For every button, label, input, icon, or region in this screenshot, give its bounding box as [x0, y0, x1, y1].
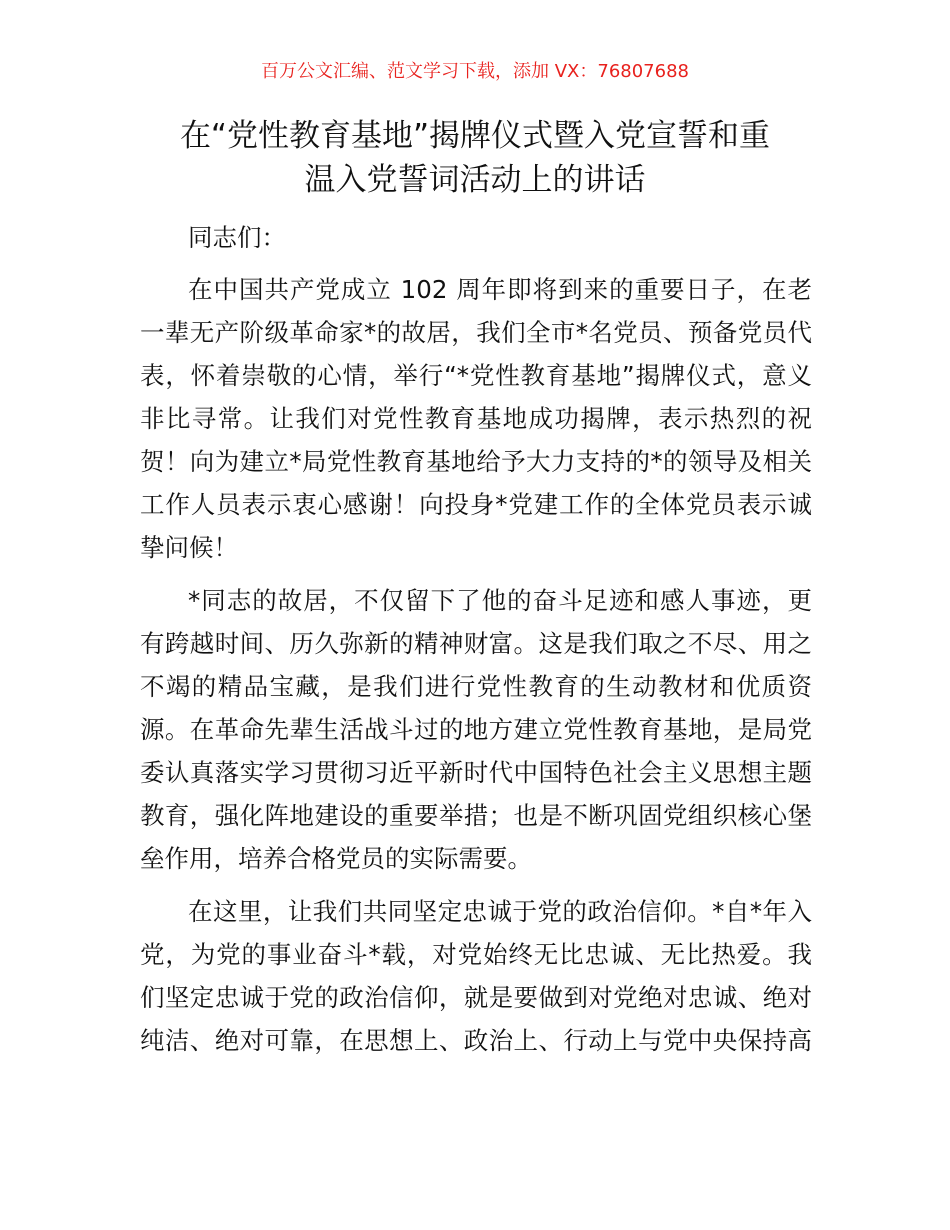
- paragraph-1: [140, 268, 812, 569]
- paragraph-line: 纯洁、绝对可靠，在思想上、政治上、行动上与党中央保持高: [140, 1026, 812, 1055]
- greeting: [140, 216, 812, 259]
- paragraph-line: 教育，强化阵地建设的重要举措；也是不断巩固党组织核心堡: [140, 801, 812, 830]
- paragraph-line: 委认真落实学习贯彻习近平新时代中国特色社会主义思想主题: [140, 758, 812, 787]
- paragraph-line: 工作人员表示衷心感谢！向投身*党建工作的全体党员表示诚: [140, 490, 812, 519]
- paragraph-line: 源。在革命先辈生活战斗过的地方建立党性教育基地，是局党: [140, 715, 812, 744]
- title-line: 温入党誓词活动上的讲话: [304, 162, 646, 198]
- paragraph-line: 们坚定忠诚于党的政治信仰，就是要做到对党绝对忠诚、绝对: [140, 983, 812, 1012]
- watermark-header: 百万公文汇编、范文学习下载，添加 VX：76807688: [261, 61, 689, 82]
- title-line: 在“党性教育基地”揭牌仪式暨入党宣誓和重: [179, 118, 771, 154]
- paragraph-line: 贺！向为建立*局党性教育基地给予大力支持的*的领导及相关: [140, 447, 812, 476]
- greeting-text: 同志们：: [188, 223, 286, 252]
- paragraph-2: [140, 579, 812, 880]
- paragraph-line: *同志的故居，不仅留下了他的奋斗足迹和感人事迹，更: [188, 586, 812, 615]
- paragraph-line: 非比寻常。让我们对党性教育基地成功揭牌，表示热烈的祝: [140, 404, 812, 433]
- document-title: [0, 114, 950, 202]
- paragraph-line: 在这里，让我们共同坚定忠诚于党的政治信仰。*自*年入: [188, 897, 812, 926]
- paragraph-3: [140, 890, 812, 1062]
- paragraph-line: 党，为党的事业奋斗*载，对党始终无比忠诚、无比热爱。我: [140, 940, 812, 969]
- paragraph-line: 表，怀着崇敬的心情，举行“*党性教育基地”揭牌仪式，意义: [140, 361, 812, 390]
- paragraph-line: 有跨越时间、历久弥新的精神财富。这是我们取之不尽、用之: [140, 629, 812, 658]
- paragraph-line: 在中国共产党成立 102 周年即将到来的重要日子，在老: [188, 275, 812, 304]
- paragraph-line: 垒作用，培养合格党员的实际需要。: [140, 844, 532, 873]
- paragraph-line: 挚问候！: [140, 533, 238, 562]
- paragraph-line: 一辈无产阶级革命家*的故居，我们全市*名党员、预备党员代: [140, 318, 812, 347]
- paragraph-line: 不竭的精品宝藏，是我们进行党性教育的生动教材和优质资: [140, 672, 812, 701]
